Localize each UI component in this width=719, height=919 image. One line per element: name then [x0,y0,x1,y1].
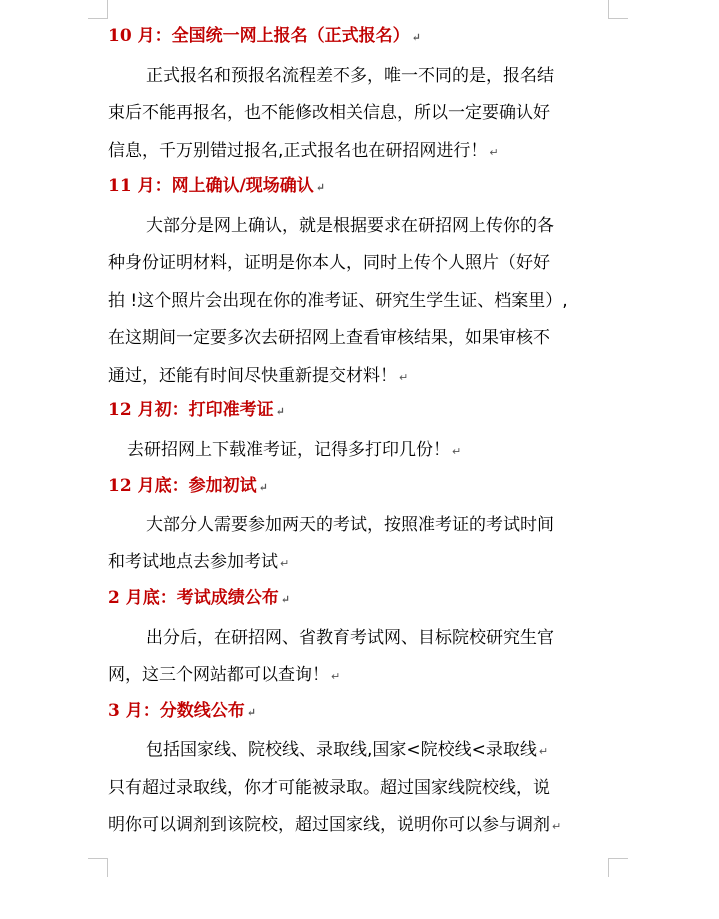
crop-mark-bottom-right-horizontal [608,858,628,859]
paragraph-mark-icon: ↵ [552,820,562,833]
paragraph-mark-icon: ↵ [452,445,462,458]
crop-mark-bottom-right-vertical [608,858,609,877]
body-line: 出分后，在研招网、省教育考试网、目标院校研究生官 [146,628,554,648]
paragraph-mark-icon: ↵ [489,146,499,159]
paragraph-mark-icon: ↵ [258,481,268,494]
paragraph-mark-icon: ↵ [246,706,256,719]
crop-mark-top-left-horizontal [88,18,108,19]
body-line: 正式报名和预报名流程差不多，唯一不同的是，报名结 [146,66,554,86]
section-heading: 2 月底：考试成绩公布 ↵ [108,588,290,608]
body-line: 通过，还能有时间尽快重新提交材料！ ↵ [108,366,409,386]
body-line: 在这期间一定要多次去研招网上查看审核结果，如果审核不 [108,328,550,348]
paragraph-mark-icon: ↵ [331,670,341,683]
body-line: 信息，千万别错过报名,正式报名也在研招网进行！ ↵ [108,141,499,161]
section-heading: 12 月初：打印准考证 ↵ [108,400,285,420]
body-line: 大部分是网上确认，就是根据要求在研招网上传你的各 [146,216,554,236]
body-line: 束后不能再报名，也不能修改相关信息，所以一定要确认好 [108,103,550,123]
paragraph-mark-icon: ↵ [538,745,549,758]
section-heading: 11 月：网上确认/现场确认 ↵ [108,176,326,196]
paragraph-mark-icon: ↵ [275,405,285,418]
body-line: 明你可以调剂到该院校，超过国家线，说明你可以参与调剂 ↵ [108,815,562,835]
paragraph-mark-icon: ↵ [411,31,421,44]
body-line: 和考试地点去参加考试 ↵ [108,552,290,572]
body-line: 网，这三个网站都可以查询！ ↵ [108,665,341,685]
body-line: 大部分人需要参加两天的考试，按照准考证的考试时间 [146,515,554,535]
paragraph-mark-icon: ↵ [399,371,409,384]
crop-mark-top-left-vertical [107,0,108,19]
paragraph-mark-icon: ↵ [280,557,290,570]
paragraph-mark-icon: ↵ [280,593,290,606]
body-line: 拍 !这个照片会出现在你的准考证、研究生学生证、档案里）, [108,291,568,311]
crop-mark-bottom-left-vertical [107,858,108,877]
body-line: 包括国家线、院校线、录取线,国家<院校线<录取线 ↵ [146,740,549,760]
section-heading: 12 月底：参加初试 ↵ [108,476,268,496]
section-heading: 10 月：全国统一网上报名（正式报名） ↵ [108,26,421,46]
body-line: 只有超过录取线，你才可能被录取。超过国家线院校线，说 [108,778,550,798]
body-line: 种身份证明材料，证明是你本人，同时上传个人照片（好好 [108,253,550,273]
paragraph-mark-icon: ↵ [315,181,326,194]
crop-mark-top-right-vertical [608,0,609,19]
section-heading: 3 月：分数线公布 ↵ [108,701,256,721]
body-line: 去研招网上下载准考证，记得多打印几份！ ↵ [127,440,462,460]
crop-mark-bottom-left-horizontal [88,858,108,859]
crop-mark-top-right-horizontal [608,18,628,19]
